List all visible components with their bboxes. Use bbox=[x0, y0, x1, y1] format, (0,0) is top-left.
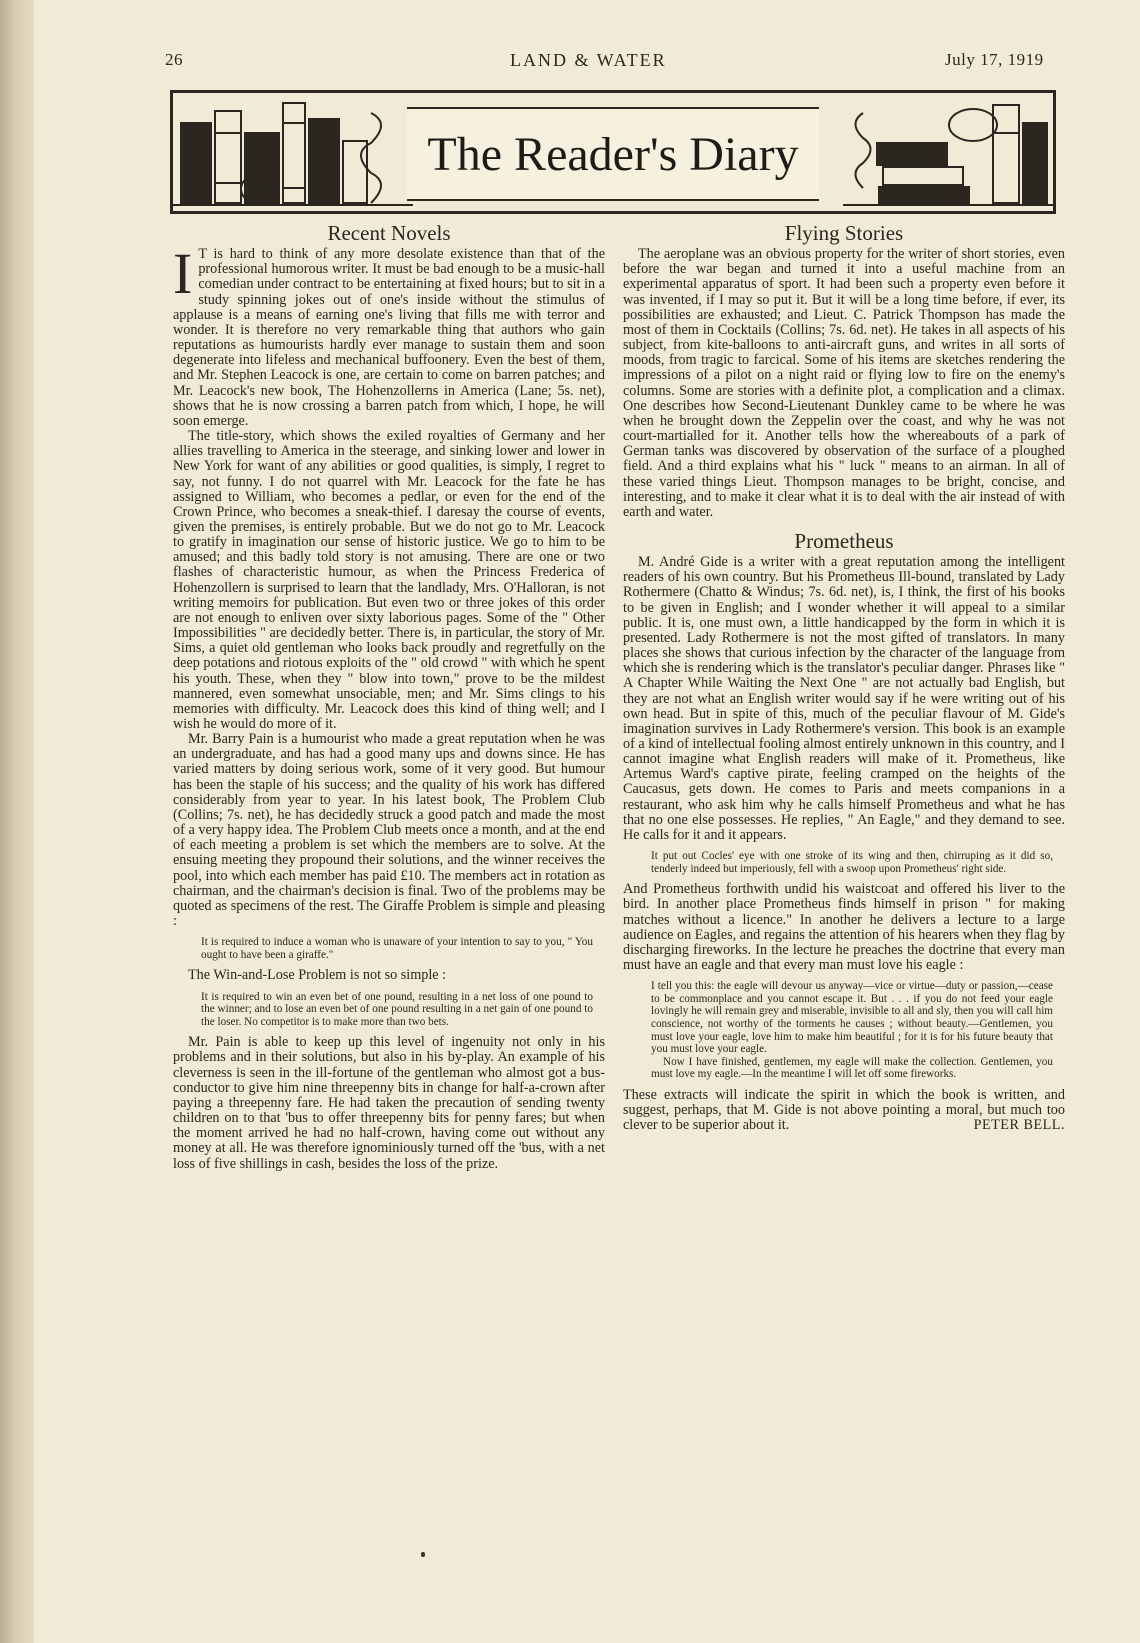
paragraph: The Win-and-Lose Problem is not so simple : bbox=[188, 967, 447, 984]
section-title-prometheus: Prometheus bbox=[794, 528, 894, 553]
section-title-flying-stories: Flying Stories bbox=[784, 221, 904, 245]
paragraph: The aeroplane was an obvious property for the writer of short stories, even before the war began and turned it into a useful machine from an experimental apparatus of sport. It had been such a property even before it was invented, if I may so put it. But it will be a long time before, if ever, its possibilities are exhausted; and Lieut. C. Patrick Thompson has made the most of them in Cocktails (Collins; 7s. 6d. net). He takes in all aspects of his subject, from kite-balloons to anti-aircraft guns, and writes in all sorts of moods, from tragic to farcical. Some of his items are sketches rendering the impressions of a pilot on a night raid or flying low to fire on the enemy's columns. Some are stories with a definite plot, a complication and a climax. One describes how Second-Lieutenant Dunkley came to be where he was when he brought down the Zeppelin over the coast, and why he was not court-martialled for it. Another tells how the whereabouts of a park of German tanks was discovered by observation of the surface of a ploughed field. And a third explains what his " luck " means to an airman. In all of these varied things Lieut. Thompson manages to be bright, concise, and interesting, and to make it clear what it is to deal with the air instead of with earth and water. bbox=[623, 246, 1065, 520]
quote-text: It put out Cocles' eye with one stroke of its wing and then, chirruping as it did so, tenderly indeed but imperiously, fell with a swoop upon Prometheus' right side. bbox=[651, 850, 1053, 875]
paragraph-text: T is hard to think of any more desolate existence than that of the professional humorous writer. It must be bad enough to be a music-hall comedian under contract to be entertaining at fixed hours; but to sit in a study spinning jokes out of one's inside without the stimulus of applause is a means of earning one's living that fills me with terror and wonder. It is therefore no very remarkable thing that authors who gain reputations as humourists hardly ever manage to sustain them and soon degenerate into lifeless and mechanical buffoonery. Even the best of them, and Mr. Stephen Leacock is one, are certain to come on barren patches; and Mr. Leacock's new book, The Hohenzollerns in America (Lane; 5s. net), shows that he is now crossing a barren patch from which, I hope, he will soon emerge. bbox=[173, 246, 605, 429]
masthead: LAND & WATER bbox=[510, 50, 667, 70]
drop-cap: I bbox=[173, 241, 193, 307]
left-column bbox=[173, 220, 605, 1172]
banner-scroll bbox=[407, 107, 819, 201]
issue-date: July 17, 1919 bbox=[945, 50, 1044, 69]
banner-title: The Reader's Diary bbox=[427, 128, 799, 181]
quote-text: Now I have finished, gentlemen, my eagle will make the collection. Gentlemen, you must love my eagle.—In the meantime I will let off some fireworks. bbox=[651, 1055, 1053, 1081]
block-quote bbox=[201, 991, 593, 1029]
paragraph: M. André Gide is a writer with a great reputation among the intelligent readers of his own country. But his Prometheus Ill-bound, translated by Lady Rothermere (Chatto & Windus; 7s. 6d. net), is, I think, the first of his books to be given in English; and I wonder whether it will appeal to a similar public. It is, one must own, a little handicapped by the form in which it is presented. Lady Rothermere is not the most gifted of translators. In many places she shows that curious infection by the character of the language from which she is rendering which is the translator's peculiar danger. Phrases like " A Chapter While Waiting the Next One " are not actually bad English, but they are not what an English writer would say if he were writing out of his own head. But in spite of this, much of the peculiar flavour of M. Gide's imagination survives in Lady Rothermere's version. This book is an example of a kind of intellectual fooling almost entirely unknown in this country, and I cannot imagine what English readers will make of it. Prometheus, like Artemus Ward's captive pirate, feeling cramped on the heights of the Caucasus, gets down. He comes to Paris and meets companions in a restaurant, who ask him why he calls himself Prometheus and what he has that no one else possesses. He replies, " An Eagle," and they demand to see. He calls for it and it appears. bbox=[623, 554, 1065, 843]
paragraph-text: These extracts will indicate the spirit in which the book is written, and suggest, perhaps, that M. Gide is not above pointing a moral, but much too clever to be superior about it. bbox=[623, 1086, 1065, 1134]
books-illustration-right bbox=[843, 93, 1053, 211]
quote-text: It is required to induce a woman who is unaware of your intention to say to you, " You ought to have been a giraffe." bbox=[201, 936, 593, 961]
paragraph: Mr. Pain is able to keep up this level of ingenuity not only in his problems and in their solutions, but also in his by-play. An example of his cleverness is seen in the ill-fortune of the gentleman who almost got a bus-conductor to give him nine threepenny bits in change for half-a-crown after paying a threepenny fare. He had taken the precaution of sending twenty children on to that 'bus to offer threepenny bits for penny fares; but when the moment arrived he had no half-crown, having come out without any money at all. He was therefore ignominiously turned off the 'bus, with a net loss of five shillings in cash, besides the loss of the prize. bbox=[173, 1034, 605, 1172]
paragraph bbox=[623, 1088, 1065, 1133]
books-illustration-left bbox=[173, 93, 413, 211]
quote-text: It is required to win an even bet of one pound, resulting in a net loss of one pound to the winner; and to lose an even bet of one pound resulting in a net gain of one pound to the loser. No competitor is to make more than two bets. bbox=[201, 990, 593, 1028]
paragraph: The title-story, which shows the exiled royalties of Germany and her allies travelling to America in the steerage, and sinking lower and lower in New York for want of any abilities or good qualities, is simply, I regret to say, not funny. I do not quarrel with Mr. Leacock for the fate he has assigned to William, who becomes a pedlar, or even for the end of the Crown Prince, who becomes a sneak-thief. I daresay the course of events, given the premises, is entirely probable. But we do not go to Mr. Leacock to gratify in imagination our sense of historic justice. We go to him to be amused; and this badly told story is not amusing. There are one or two flashes of characteristic humour, as when the Princess Frederica of Hohenzollern is surprised to learn that the landlady, Mrs. O'Halloran, is not writing memoirs for publication. But even two or three jokes of this order are not enough to enliven over sixty laborious pages. Some of the " Other Impossibilities " are decidedly better. There is, in particular, the story of Mr. Sims, a quiet old gentleman who looks back proudly and regretfully on the deep potations and riotous exploits of the " old crowd " with which he spent his youth. These, when they " blow into town," prove to be the mildest mannered, even somewhat unsociable, men; and Mr. Sims clings to his memories with difficulty. Mr. Leacock does this kind of thing well; and I wish he would do more of it. bbox=[173, 428, 605, 732]
paragraph: Mr. Barry Pain is a humourist who made a great reputation when he was an undergraduate, and has had a good many ups and downs since. He has varied matters by doing serious work, some of it very good. But humour has been the staple of his success; and the quality of his work has differed considerably from year to year. In his latest book, The Problem Club (Collins; 7s. net), he has decidedly struck a good patch and made the most of a very happy idea. The Problem Club meets once a month, and at the end of each meeting a problem is set which the members are to solve. At the ensuing meeting they propound their solutions, and the winner receives the pool, into which each member has paid £10. The members act in rotation as chairman, and the chairman's decision is final. Two of the problems may be quoted as specimens of the rest. The Giraffe Problem is simple and pleasing : bbox=[173, 731, 605, 930]
block-quote bbox=[651, 850, 1053, 875]
paragraph: And Prometheus forthwith undid his waistcoat and offered his liver to the bird. In another place Prometheus finds himself in prison " for making matches without a licence." In another he delivers a lecture to a large audience on Eagles, and regains the attention of his hearers when they flag by discharging fireworks. In the lecture he preaches the doctrine that every man must have an eagle and that every man must love his eagle : bbox=[623, 881, 1065, 974]
paragraph bbox=[173, 241, 605, 429]
ink-speck bbox=[421, 1552, 425, 1557]
block-quote bbox=[201, 936, 593, 961]
page-number: 26 bbox=[165, 50, 183, 69]
quote-text: I tell you this: the eagle will devour us anyway—vice or virtue—duty or passion,—cease to be commonplace and you cannot escape it. But . . . if you do not feed your eagle lovingly he will remain grey and miserable, invisible to all and sly, then you will call him conscience, not worthy of the torments he causes ; without beauty.—Gentlemen, you must love your eagle, love him to make him beautiful ; for it is for his future beauty that you must love your eagle. bbox=[651, 980, 1053, 1056]
author-signature: PETER BELL. bbox=[973, 1117, 1065, 1134]
readers-diary-banner bbox=[170, 90, 1056, 214]
section-title-recent-novels: Recent Novels bbox=[327, 221, 451, 245]
right-column bbox=[623, 220, 1065, 1133]
book-binding-edge bbox=[0, 0, 34, 1643]
block-quote bbox=[651, 980, 1053, 1081]
